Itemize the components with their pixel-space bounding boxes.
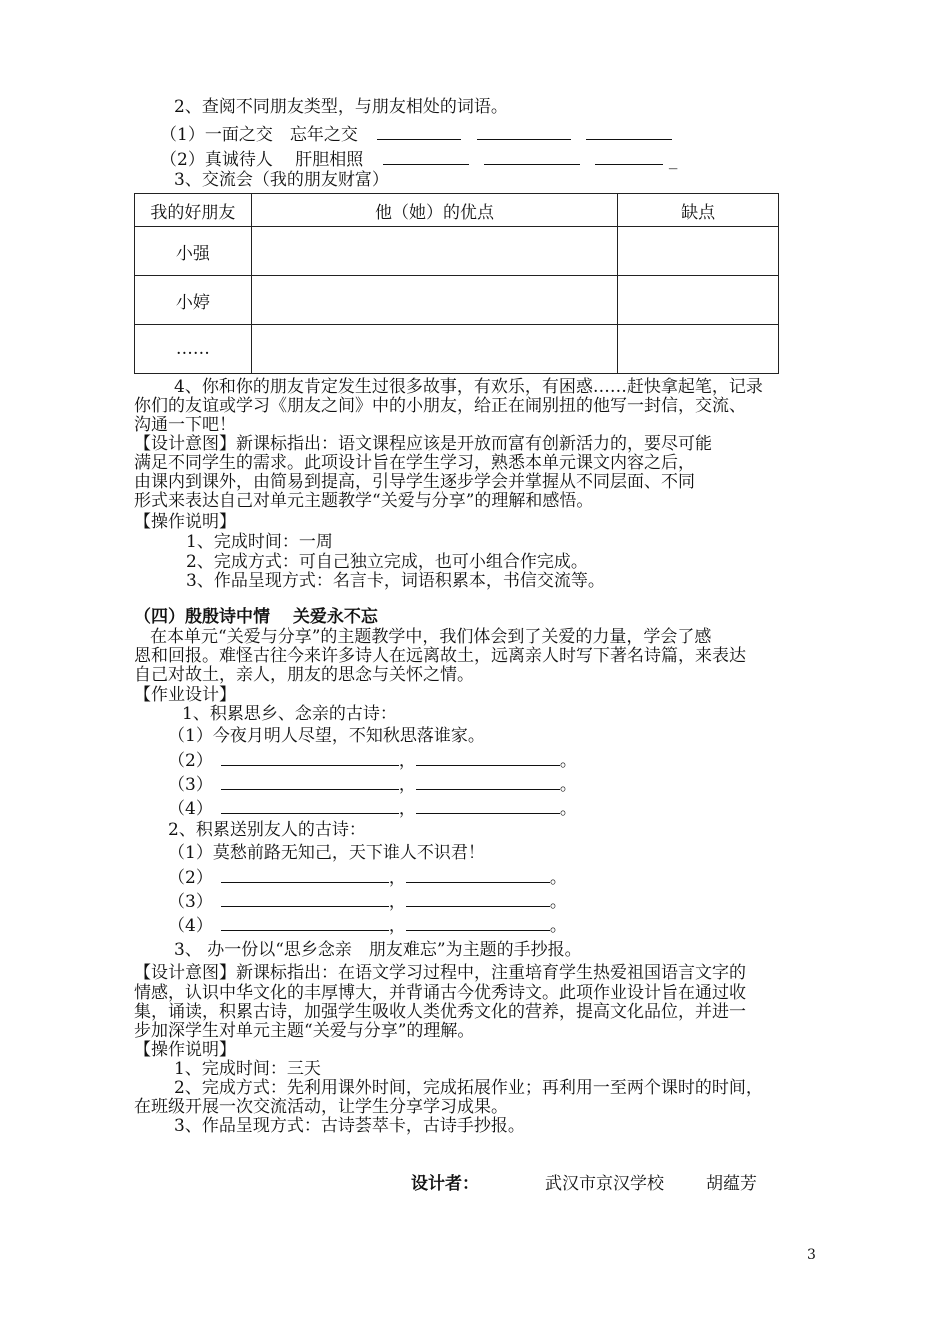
col-header-friend: 我的好朋友 — [135, 194, 252, 227]
table-header-row — [135, 194, 779, 227]
design-intent-line: 情感，认识中华文化的丰厚博大，并背诵古今优秀诗文。此项作业设计旨在通过收 — [134, 983, 746, 1003]
blank-field[interactable] — [484, 149, 580, 165]
blank-field[interactable] — [406, 867, 550, 883]
trailing-mark: _ — [668, 150, 678, 170]
poem-item3: 3、 办一份以“思乡念亲 朋友难忘”为主题的手抄报。 — [174, 940, 582, 960]
weaknesses-cell[interactable] — [618, 325, 779, 374]
design-intent-line: 步加深学生对单元主题“关爱与分享”的理解。 — [134, 1021, 475, 1041]
item4-line: 沟通一下吧！ — [134, 415, 236, 435]
designer-name: 胡蕴芳 — [706, 1174, 757, 1194]
friend-name-cell: 小婷 — [135, 276, 252, 325]
operation-item: 3、作品呈现方式：名言卡，词语积累本，书信交流等。 — [186, 571, 605, 591]
design-intent-line: 形式来表达自己对单元主题教学“关爱与分享”的理解和感悟。 — [134, 491, 594, 511]
designer-label: 设计者： — [411, 1174, 479, 1194]
intro-line: 在本单元“关爱与分享”的主题教学中，我们体会到了关爱的力量，学会了感 — [150, 627, 712, 647]
poem-blank-line — [168, 798, 577, 819]
blank-field[interactable] — [477, 124, 571, 140]
poem-line: （1）莫愁前路无知己，天下谁人不识君！ — [168, 843, 485, 863]
operation-item: 2、完成方式：可自己独立完成，也可小组合作完成。 — [186, 552, 588, 572]
blank-field[interactable] — [221, 774, 399, 790]
comma: ， — [388, 892, 406, 912]
friend-name-cell: …… — [135, 325, 252, 374]
section4-heading: （四）殷殷诗中情 关爱永不忘 — [134, 607, 378, 627]
blank-field[interactable] — [377, 124, 461, 140]
design-intent-line: 【设计意图】新课标指出：在语文学习过程中，注重培育学生热爱祖国语言文字的 — [134, 963, 746, 983]
table-row — [135, 227, 779, 276]
poem-line-label: （3） — [168, 892, 213, 912]
blank-field[interactable] — [406, 915, 550, 931]
word-line-2 — [160, 149, 677, 170]
operation-item: 2、完成方式：先利用课外时间，完成拓展作业；再利用一至两个课时的时间， — [174, 1078, 763, 1098]
period: 。 — [559, 775, 577, 795]
item2-title: 2、查阅不同朋友类型，与朋友相处的词语。 — [174, 97, 508, 117]
poem-line-label: （4） — [168, 916, 213, 936]
poem-blank-line — [168, 750, 577, 771]
poem-group1-title: 1、积累思乡、念亲的古诗： — [182, 704, 397, 724]
comma: ， — [388, 916, 406, 936]
word-line-1 — [160, 124, 672, 145]
strengths-cell[interactable] — [251, 276, 617, 325]
col-header-weaknesses: 缺点 — [618, 194, 779, 227]
table-row — [135, 325, 779, 374]
period: 。 — [559, 799, 577, 819]
period: 。 — [549, 892, 567, 912]
period: 。 — [549, 868, 567, 888]
blank-field[interactable] — [221, 798, 399, 814]
operation-title: 【操作说明】 — [134, 512, 236, 532]
strengths-cell[interactable] — [251, 325, 617, 374]
item4-line: 你们的友谊或学习《朋友之间》中的小朋友，给正在闹别扭的他写一封信，交流、 — [134, 396, 746, 416]
poem-line-label: （3） — [168, 775, 213, 795]
intro-line: 恩和回报。难怪古往今来许多诗人在远离故土，远离亲人时写下著名诗篇，来表达 — [134, 646, 746, 666]
poem-blank-line — [168, 915, 567, 936]
design-intent-line: 由课内到课外，由简易到提高，引导学生逐步学会并掌握从不同层面、不同 — [134, 472, 695, 492]
blank-field[interactable] — [221, 750, 399, 766]
poem-blank-line — [168, 867, 567, 888]
poem-blank-line — [168, 774, 577, 795]
blank-field[interactable] — [406, 891, 550, 907]
friend-name-cell: 小强 — [135, 227, 252, 276]
word-line-2-label: （2）真诚待人 肝胆相照 — [160, 150, 364, 170]
blank-field[interactable] — [383, 149, 469, 165]
blank-field[interactable] — [221, 891, 389, 907]
blank-field[interactable] — [221, 915, 389, 931]
comma: ， — [388, 868, 406, 888]
comma: ， — [398, 751, 416, 771]
operation-title: 【操作说明】 — [134, 1040, 236, 1060]
design-intent-line: 满足不同学生的需求。此项设计旨在学生学习，熟悉本单元课文内容之后， — [134, 453, 695, 473]
strengths-cell[interactable] — [251, 227, 617, 276]
blank-field[interactable] — [416, 750, 560, 766]
operation-item: 1、完成时间：三天 — [174, 1059, 321, 1079]
blank-field[interactable] — [416, 798, 560, 814]
poem-line-label: （4） — [168, 799, 213, 819]
col-header-strengths: 他（她）的优点 — [251, 194, 617, 227]
comma: ， — [398, 775, 416, 795]
operation-item: 在班级开展一次交流活动，让学生分享学习成果。 — [134, 1097, 508, 1117]
word-line-1-label: （1）一面之交 忘年之交 — [160, 125, 358, 145]
design-intent-line: 集，诵读，积累古诗，加强学生吸收人类优秀文化的营养，提高文化品位，并进一 — [134, 1002, 746, 1022]
blank-field[interactable] — [586, 124, 672, 140]
poem-line: （1）今夜月明人尽望，不知秋思落谁家。 — [168, 726, 485, 746]
weaknesses-cell[interactable] — [618, 227, 779, 276]
design-intent-line: 【设计意图】新课标指出：语文课程应该是开放而富有创新活力的，要尽可能 — [134, 434, 712, 454]
blank-field[interactable] — [595, 149, 663, 165]
friends-table — [134, 193, 779, 374]
designer-school: 武汉市京汉学校 — [545, 1174, 664, 1194]
poem-line-label: （2） — [168, 751, 213, 771]
item3-title: 3、交流会（我的朋友财富） — [174, 170, 389, 190]
poem-line-label: （2） — [168, 868, 213, 888]
operation-item: 1、完成时间：一周 — [186, 532, 333, 552]
operation-item: 3、作品呈现方式：古诗荟萃卡，古诗手抄报。 — [174, 1116, 525, 1136]
homework-title: 【作业设计】 — [134, 685, 236, 705]
page-number: 3 — [807, 1247, 816, 1263]
poem-group2-title: 2、积累送别友人的古诗： — [168, 820, 366, 840]
table-row — [135, 276, 779, 325]
comma: ， — [398, 799, 416, 819]
item4-line: 4、你和你的朋友肯定发生过很多故事，有欢乐，有困惑……赶快拿起笔，记录 — [174, 377, 763, 397]
weaknesses-cell[interactable] — [618, 276, 779, 325]
poem-blank-line — [168, 891, 567, 912]
period: 。 — [549, 916, 567, 936]
intro-line: 自己对故土，亲人，朋友的思念与关怀之情。 — [134, 665, 474, 685]
blank-field[interactable] — [416, 774, 560, 790]
period: 。 — [559, 751, 577, 771]
blank-field[interactable] — [221, 867, 389, 883]
